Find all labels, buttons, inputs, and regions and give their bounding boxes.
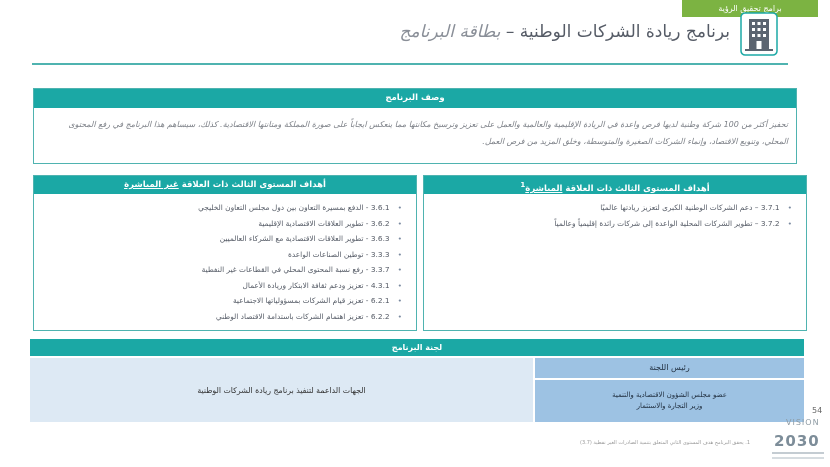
direct-goals-heading-prefix: أهداف المستوى الثالث ذات العلاقة: [565, 183, 710, 194]
logo-year-text: 2030: [774, 432, 820, 450]
direct-goals-heading-word: المباشرة: [525, 183, 563, 194]
direct-goals-panel: [423, 175, 807, 331]
indirect-goal-item: • 6.2.2 - تعزيز اهتمام الشركات باستدامة الاقتصاد الوطني: [40, 309, 402, 325]
page-number: 54: [812, 406, 823, 415]
title-divider: [32, 63, 788, 65]
footnote-marker: 1: [520, 180, 526, 189]
indirect-goal-item: • 3.3.7 - رفع نسبة المحتوى المحلي في القطاعات غير النفطية: [40, 262, 402, 278]
title-main: برنامج ريادة الشركات الوطنية –: [505, 22, 730, 42]
logo-underline: [772, 457, 824, 459]
committee-heading: لجنة البرنامج: [30, 339, 804, 356]
indirect-goal-item: • 3.6.3 - تطوير العلاقات الاقتصادية مع الشركاء العالميين: [40, 231, 402, 247]
indirect-goals-heading-word: غير المباشرة: [124, 180, 179, 190]
supporting-entities-cell: [30, 358, 533, 422]
indirect-goal-item: • 3.3.3 - توطين الصناعات الواعدة: [40, 247, 402, 263]
indirect-goals-heading-prefix: أهداف المستوى الثالث ذات العلاقة: [181, 180, 326, 190]
indirect-goal-item: • 3.6.2 - تطوير العلاقات الاقتصادية الإقليمية: [40, 216, 402, 232]
indirect-goal-item: • 3.6.1 - الدفع بمسيرة التعاون بين دول مجلس التعاون الخليجي: [40, 200, 402, 216]
direct-goal-item: • 3.7.2 – تطوير الشركات المحلية الواعدة إلى شركات رائدة إقليمياً وعالمياً: [430, 216, 792, 232]
page-title: [300, 22, 730, 42]
supporting-entities-text: الجهات الداعمة لتنفيذ برنامج ريادة الشركات الوطنية: [197, 385, 366, 395]
description-heading: وصف البرنامج: [34, 89, 796, 108]
program-category-tag: برامج تحقيق الرؤية: [682, 0, 818, 17]
member-title-line2: وزير التجارة والاستثمار: [636, 402, 703, 410]
footnote: 1. يحقق البرنامج هدف المستوى الثاني المتعلق بتنمية الصادرات الغير نفطية (3.7): [579, 440, 750, 446]
committee-member-cell: [535, 380, 804, 422]
indirect-goal-item: • 6.2.1 - تعزيز قيام الشركات بمسؤولياتها الاجتماعية: [40, 293, 402, 309]
indirect-goal-item: • 4.3.1 - تعزيز ودعم ثقافة الابتكار وريادة الأعمال: [40, 278, 402, 294]
logo-underline: [772, 452, 824, 454]
vision-2030-logo: [770, 412, 826, 464]
direct-goals-heading: [424, 176, 806, 194]
member-title-line1: عضو مجلس الشؤون الاقتصادية والتنمية: [612, 391, 727, 399]
program-description: [33, 88, 797, 164]
committee-chair-label: رئيس اللجنة: [535, 358, 804, 378]
direct-goal-item: • 3.7.1 – دعم الشركات الوطنية الكبرى لتعزيز ريادتها عالميًا: [430, 200, 792, 216]
logo-vision-text: VISION: [786, 418, 820, 427]
building-icon: [740, 12, 778, 56]
description-text: تحفيز أكثر من 100 شركة وطنية لديها فرص واعدة في الريادة الإقليمية والعالمية والعمل على تعزيز وترسيخ مكانتها مما ينعكس ايجاباً على صورة المملكة ومتانتها الاقتصادية. كذلك، سيساهم هذا البرنامج في رفع المحتوى المحلي، وتنويع الاقتصاد، وإنماء الشركات الصغيرة والمتوسطة، وخلق المزيد من فرص العمل.: [68, 120, 788, 146]
indirect-goals-panel: [33, 175, 417, 331]
indirect-goals-heading: [34, 176, 416, 194]
title-sub: بطاقة البرنامج: [399, 22, 501, 42]
